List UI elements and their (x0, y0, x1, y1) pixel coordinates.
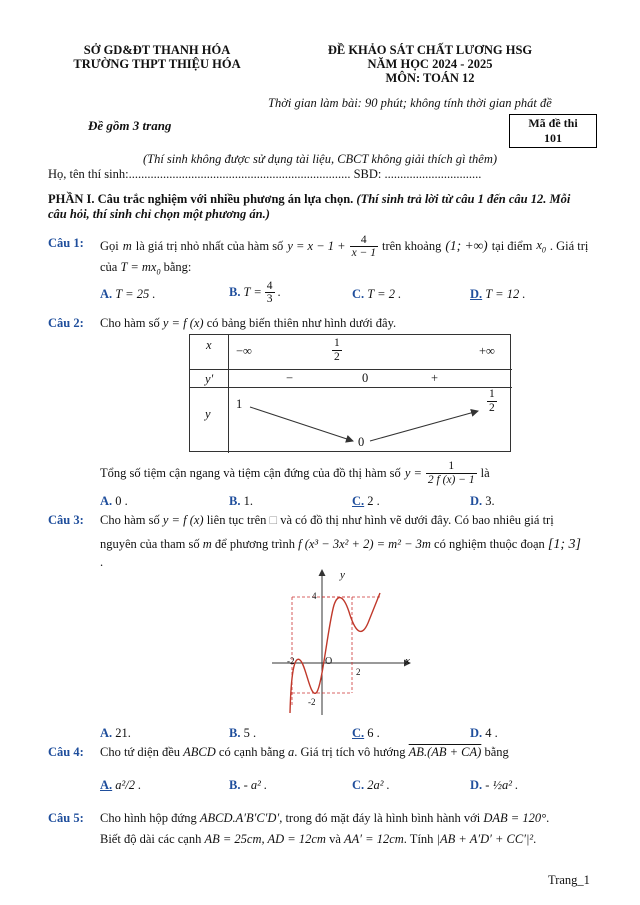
option-text: T = 25 . (115, 287, 156, 301)
graph-y-label: y (340, 569, 345, 581)
option-letter: C. (352, 726, 365, 740)
yprime-positive: + (431, 371, 439, 385)
q2-function: y = f (x) (162, 316, 204, 330)
option-letter: B. (229, 778, 241, 792)
q4-expression: AB.(AB + CA) (408, 745, 482, 759)
q1-text: . Giá trị (549, 238, 589, 253)
school-name: TRƯỜNG THPT THIỆU HÓA (73, 57, 241, 71)
school-year: NĂM HỌC 2024 - 2025 (367, 57, 493, 71)
q2-function2: y = (404, 465, 422, 480)
frac-num: 1 (489, 388, 495, 400)
sbd-dots: ............................... (384, 167, 482, 181)
q4-text: có cạnh bằng (218, 745, 285, 759)
q3-text: và có đồ thị như hình vẽ dưới đây. Có bao nhiêu giá trị (280, 513, 554, 527)
option-text: 0 . (115, 494, 128, 508)
q1-var-m: m (122, 238, 132, 253)
q3-dot: . (100, 555, 104, 569)
q2-text: Tổng số tiệm cận ngang và tiệm cận đứng của đồ thị hàm số (100, 465, 401, 480)
option-letter: A. (100, 287, 113, 301)
q5-text: Biết độ dài các cạnh (100, 832, 202, 846)
frac-num: 4 (266, 280, 273, 292)
part1-heading (48, 192, 598, 222)
q3-option-a[interactable] (100, 726, 131, 741)
q1-x0: x (536, 237, 542, 252)
q3-text: Cho hàm số (100, 513, 160, 527)
frac-den: 2 f (x) − 1 (427, 473, 475, 486)
q1-stem-line2 (100, 260, 191, 277)
q1-fraction (350, 234, 378, 259)
q5-text: , trong đó mặt đáy là hình bình hành với (279, 811, 481, 825)
q1-T-sub: 0 (156, 267, 161, 277)
q1-text: của (100, 260, 118, 274)
option-text: T = (243, 285, 262, 299)
exam-code-value: 101 (544, 131, 562, 145)
x-pos-inf: +∞ (479, 344, 495, 358)
option-text: T = 12 . (485, 287, 526, 301)
q1-option-c[interactable] (352, 287, 401, 302)
q4-abcd: ABCD (183, 745, 216, 759)
candidate-info-line (48, 167, 481, 182)
part1-instruction-1: (Thí sinh trả lời từ câu 1 đến câu 12. Mỗi (356, 192, 571, 206)
subject: MÔN: TOÁN 12 (385, 71, 475, 85)
q2-text: có bảng biến thiên như hình dưới đây. (206, 316, 397, 330)
q3-text: có nghiệm thuộc đoạn (434, 537, 545, 551)
q4-stem (100, 745, 509, 760)
option-letter: C. (352, 494, 365, 508)
q2-fraction (426, 460, 477, 487)
part1-title: PHẦN I. Câu trắc nghiệm với nhiều phương án lựa chọn. (48, 192, 354, 206)
q1-stem-line1 (100, 232, 588, 260)
option-text: 3. (485, 494, 495, 508)
q3-stem-line2 (100, 537, 581, 553)
q3-text: để phương trình (214, 537, 295, 551)
q5-text: Cho hình hộp đứng (100, 811, 197, 825)
option-text: . (277, 285, 281, 299)
q1-T-expr: T = mx (120, 260, 157, 274)
option-letter: B. (229, 494, 241, 508)
page-number: Trang_1 (548, 873, 590, 887)
q5-stem-line1 (100, 811, 549, 826)
q5-angle: DAB = 120° (483, 811, 547, 825)
q1-function: y = x − 1 + (287, 238, 346, 253)
graph-tick-4: 4 (312, 591, 317, 601)
q1-option-d[interactable] (470, 287, 525, 302)
q3-option-c[interactable] (352, 726, 380, 741)
q5-text: . Tính (403, 832, 434, 846)
q3-label: Câu 3: (48, 513, 84, 527)
exam-code-box (509, 114, 597, 148)
q1-text: tại điểm (491, 238, 533, 253)
option-fraction (265, 280, 275, 305)
option-text: 2a² . (367, 778, 390, 792)
row-yprime-label: y' (205, 372, 214, 386)
option-text: 2 . (367, 494, 380, 508)
frac-num: 1 (448, 459, 455, 472)
q4-option-c[interactable] (352, 778, 390, 793)
option-letter: D. (470, 287, 483, 301)
graph-x-label: x (405, 655, 410, 667)
q4-option-d[interactable] (470, 778, 518, 793)
q2-option-b[interactable] (229, 494, 253, 509)
option-letter: A. (100, 494, 113, 508)
q4-text: . Giá trị tích vô hướng (294, 745, 406, 759)
q5-stem-line2 (100, 832, 536, 847)
school-header (62, 43, 252, 71)
q1-frac-num: 4 (360, 233, 367, 246)
q5-box: ABCD.A′B′C′D′ (199, 811, 280, 825)
x-neg-inf: −∞ (236, 344, 252, 358)
q4-label: Câu 4: (48, 745, 84, 759)
q4-var-a: a (288, 745, 295, 759)
pages-note: Đề gồm 3 trang (88, 118, 172, 133)
frac-num: 1 (334, 337, 340, 349)
q5-text: và (329, 832, 341, 846)
q3-option-b[interactable] (229, 726, 256, 741)
candidate-name-dots: ....................................................................... (128, 167, 351, 181)
option-text: 21. (115, 726, 131, 740)
option-text: a²/2 . (115, 778, 142, 792)
variation-arrows (190, 335, 512, 453)
option-letter: B. (229, 285, 241, 299)
q5-label: Câu 5: (48, 811, 84, 825)
variation-table (189, 334, 511, 452)
q2-stem (100, 316, 396, 331)
q3-graph (270, 565, 420, 720)
q4-option-b[interactable] (229, 778, 267, 793)
frac-den: 2 (334, 351, 340, 363)
q1-label: Câu 1: (48, 236, 84, 250)
q3-text: liên tục trên (206, 513, 267, 527)
part1-instruction-2: câu hỏi, thí sinh chỉ chọn một phương án.) (48, 207, 270, 221)
option-text: - a² . (243, 778, 268, 792)
graph-tick-2: 2 (356, 667, 361, 677)
option-text: 1. (243, 494, 253, 508)
option-letter: D. (470, 726, 483, 740)
q3-option-d[interactable] (470, 726, 498, 741)
q2-option-d[interactable] (470, 494, 495, 509)
q4-option-a[interactable] (100, 778, 141, 793)
q1-text: là giá trị nhỏ nhất của hàm số (135, 238, 284, 253)
time-note: Thời gian làm bài: 90 phút; không tính thời gian phát đề (268, 96, 552, 110)
option-text: T = 2 . (367, 287, 402, 301)
decreasing-arrow (250, 407, 353, 441)
q1-text: trên khoảng (381, 238, 442, 253)
q1-x0-sub: 0 (541, 245, 546, 255)
option-text: 4 . (485, 726, 498, 740)
option-letter: A. (100, 726, 113, 740)
q1-interval: (1; +∞) (445, 238, 488, 253)
graph-tick-neg2-y: -2 (308, 697, 316, 707)
q1-frac-den: x − 1 (351, 246, 376, 259)
q4-text: bằng (484, 745, 509, 759)
department-name: SỞ GD&ĐT THANH HÓA (83, 43, 231, 57)
frac-den: 3 (266, 293, 273, 305)
q3-stem-line1 (100, 513, 554, 528)
graph-tick-neg2-x: -2 (287, 656, 295, 666)
q2-label: Câu 2: (48, 316, 84, 330)
missing-glyph-box: □ (269, 513, 278, 527)
q3-function: y = f (x) (162, 513, 204, 527)
sbd-label: SBD: (353, 167, 382, 181)
q5-expression: |AB + A′D′ + CC′|² (436, 832, 534, 846)
q2-text: Cho hàm số (100, 316, 160, 330)
q3-interval: [1; 3] (547, 537, 581, 552)
q1-text: bằng: (163, 260, 192, 274)
y-min-value: 0 (358, 435, 365, 449)
q3-var-m: m (202, 537, 212, 551)
graph-origin: O (325, 656, 333, 667)
option-letter: A. (100, 778, 113, 792)
option-letter: D. (470, 778, 483, 792)
option-letter: B. (229, 726, 241, 740)
q3-text: nguyên của tham số (100, 537, 200, 551)
q1-text: Gọi (100, 238, 119, 253)
candidate-name-label: Họ, tên thí sinh: (48, 167, 129, 181)
q2-option-a[interactable] (100, 494, 128, 509)
row-y-label: y (205, 407, 211, 421)
q5-height: AA′ = 12cm (344, 832, 404, 846)
q3-equation: f (x³ − 3x² + 2) = m² − 3m (298, 537, 431, 551)
increasing-arrow (370, 411, 478, 441)
option-letter: C. (352, 778, 365, 792)
q5-lengths: AB = 25cm, AD = 12cm (204, 832, 326, 846)
exam-code-label: Mã đề thi (528, 116, 578, 130)
q5-text: . (546, 811, 550, 825)
option-text: - ½a² . (485, 778, 519, 792)
option-text: 5 . (243, 726, 257, 740)
function-curve (290, 593, 380, 713)
row-x-label: x (206, 338, 212, 352)
y-left-value: 1 (236, 397, 243, 411)
exam-title: ĐỀ KHẢO SÁT CHẤT LƯƠNG HSG (327, 43, 533, 57)
q1-option-a[interactable] (100, 287, 155, 302)
frac-den: 2 (489, 402, 495, 414)
option-letter: D. (470, 494, 483, 508)
q5-text: . (533, 832, 537, 846)
option-text: 6 . (367, 726, 380, 740)
q4-text: Cho tứ diện đều (100, 745, 181, 759)
rules-note: (Thí sinh không được sử dụng tài liệu, CBCT không giải thích gì thêm) (142, 152, 498, 166)
option-letter: C. (352, 287, 365, 301)
q2-text: là (480, 465, 490, 480)
exam-header (300, 43, 560, 85)
q2-option-c[interactable] (352, 494, 380, 509)
yprime-zero: 0 (362, 371, 369, 385)
q1-option-b[interactable] (229, 280, 281, 305)
yprime-negative: − (286, 371, 294, 385)
q2-question (100, 458, 490, 488)
